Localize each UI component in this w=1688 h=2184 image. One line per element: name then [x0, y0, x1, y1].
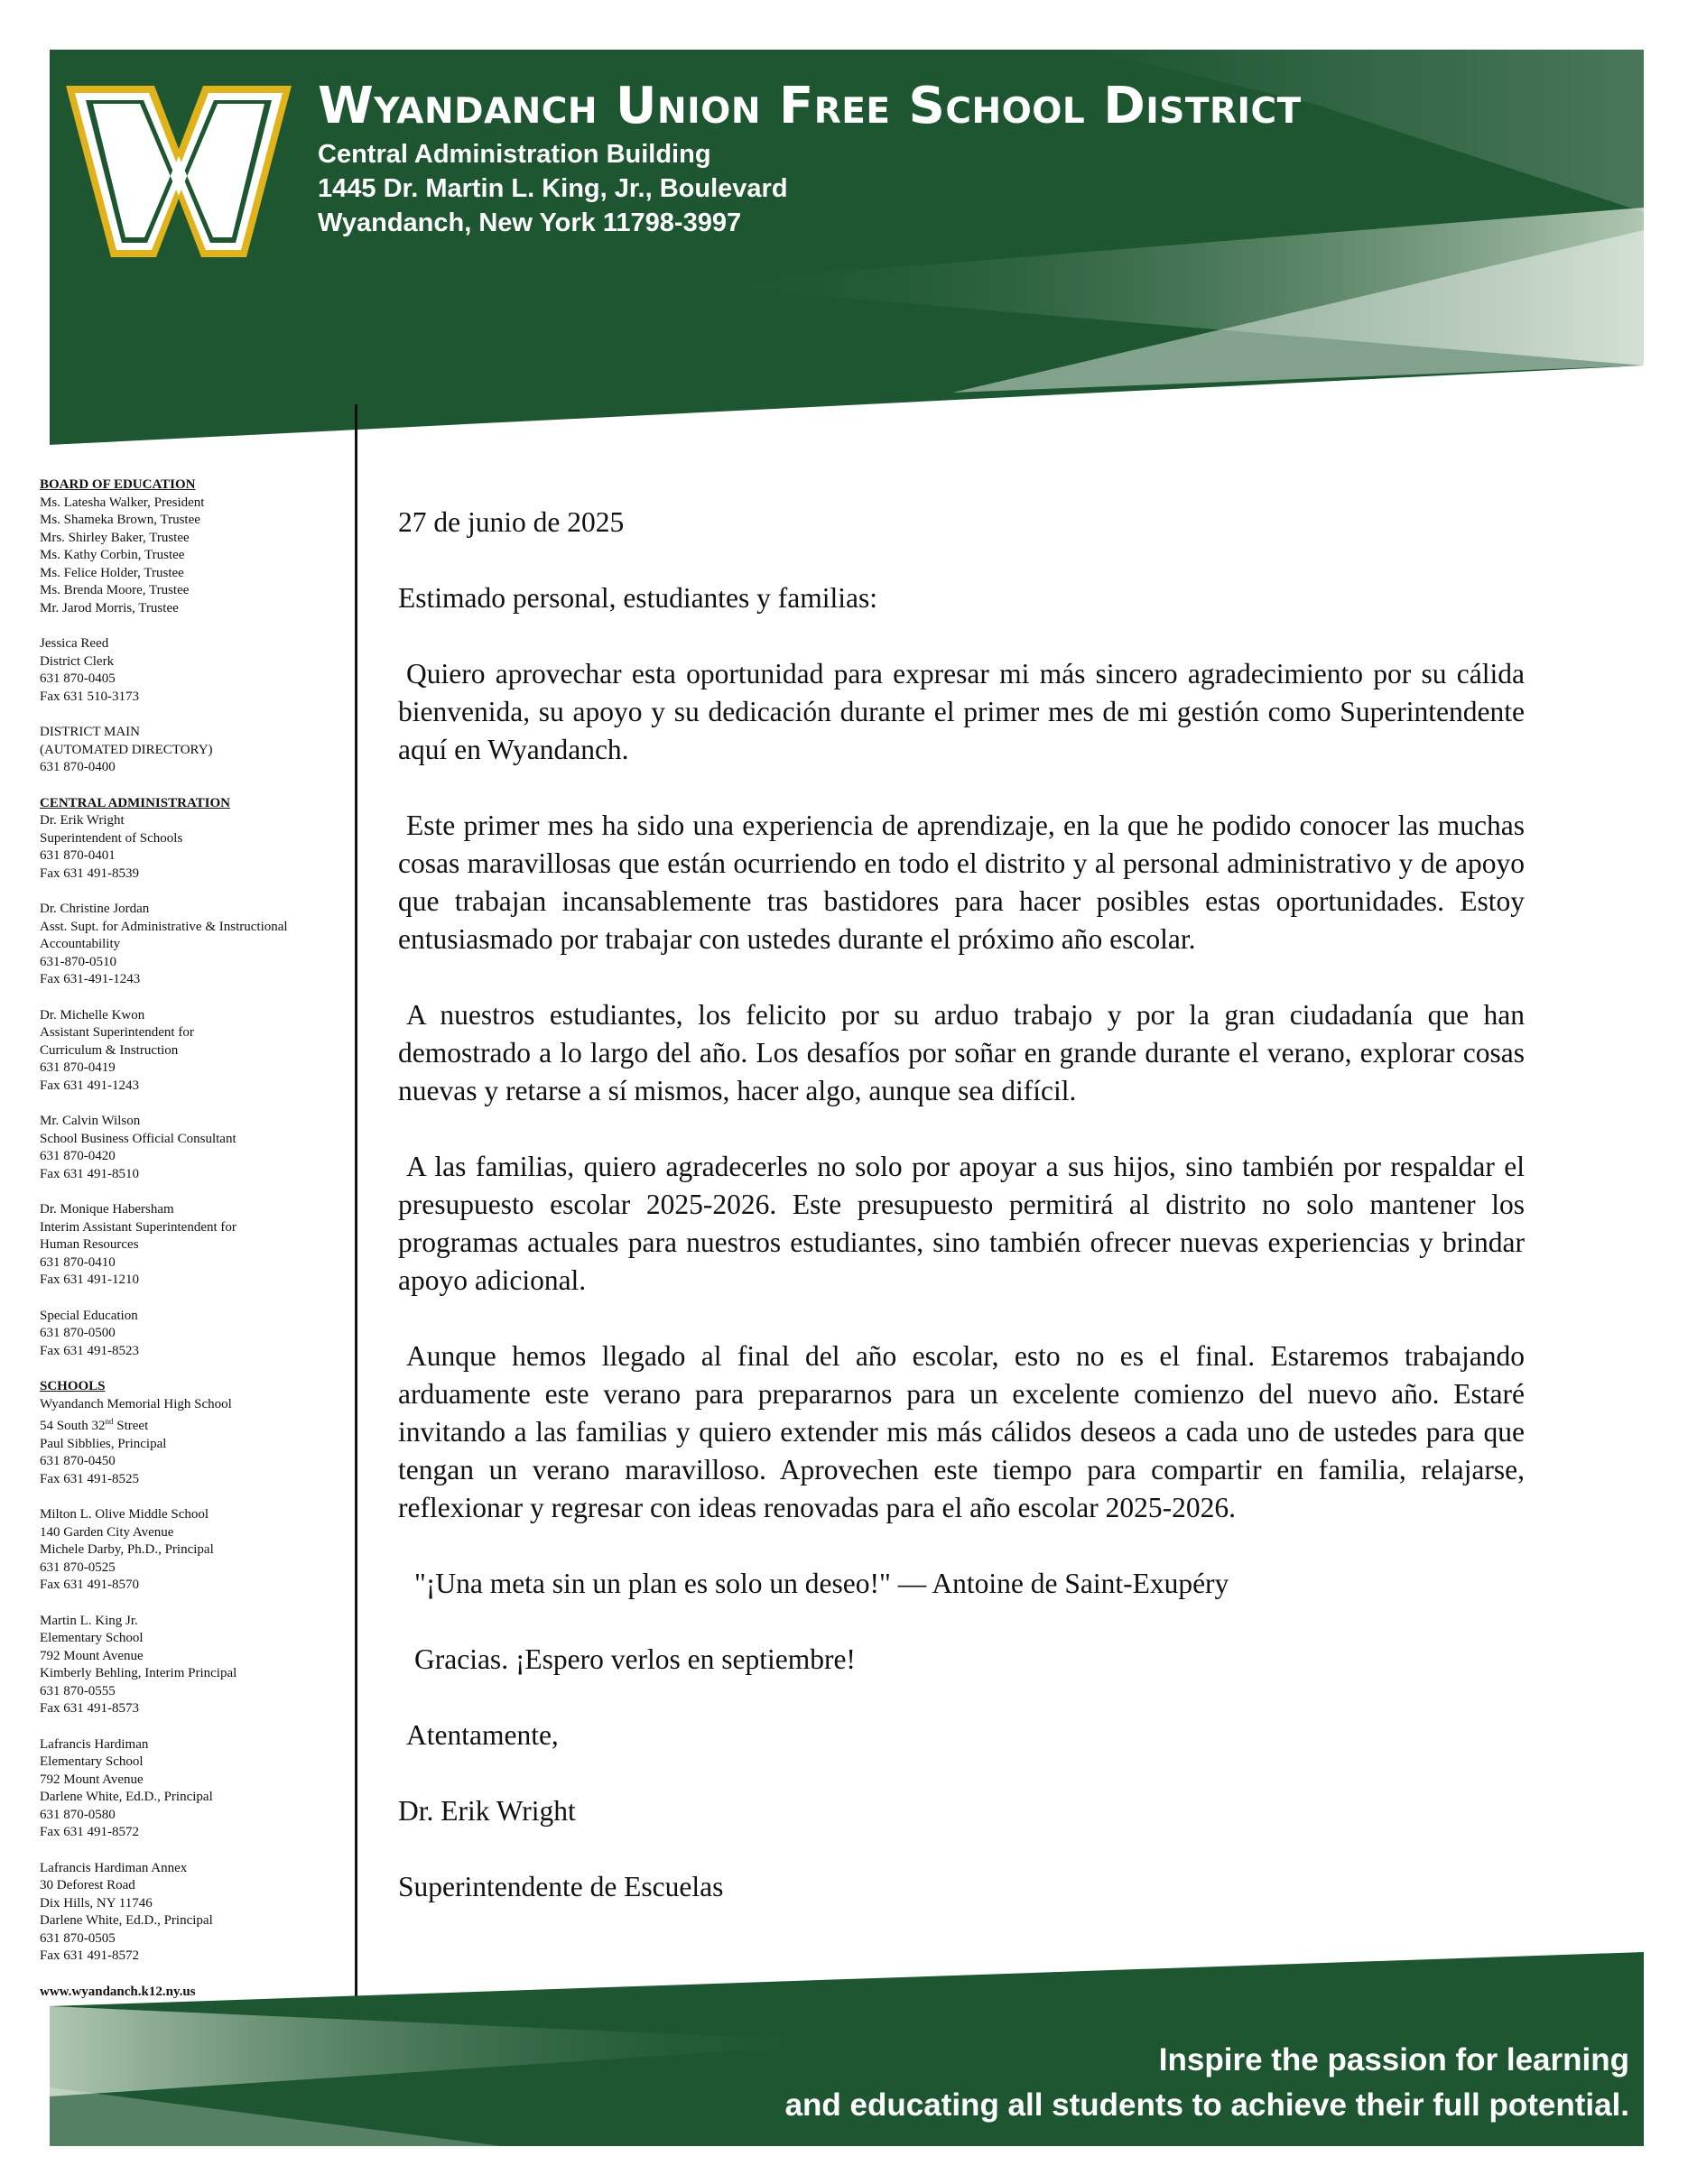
contact-line: Special Education — [40, 1308, 138, 1323]
clerk-line: 631 870-0405 — [40, 671, 116, 686]
contact-line: Fax 631 491-8539 — [40, 865, 139, 881]
school-line: 631 870-0580 — [40, 1807, 116, 1822]
contact-line: 631-870-0510 — [40, 954, 116, 969]
body-paragraph: A nuestros estudiantes, los felicito por su arduo trabajo y por la gran ciudadanía que han demostrado a lo largo del año. Los desafíos por soñar en grande durante el verano, explorar cosas nuevas y retarse a sí mismos, hacer algo, aunque sea difícil. — [398, 999, 1525, 1106]
school-line: 631 870-0555 — [40, 1683, 116, 1698]
school-line: Fax 631 491-8525 — [40, 1471, 139, 1486]
signer-name: Dr. Erik Wright — [398, 1795, 576, 1827]
school-list — [40, 1506, 338, 1966]
school-line: Darlene White, Ed.D., Principal — [40, 1913, 213, 1928]
tagline-line-2: and educating all students to achieve their full potential. — [784, 2087, 1629, 2123]
board-member: Ms. Latesha Walker, President — [40, 495, 205, 510]
admin-contact — [40, 812, 338, 883]
contact-line: Mr. Calvin Wilson — [40, 1114, 141, 1128]
school-line: Kimberly Behling, Interim Principal — [40, 1666, 237, 1680]
school-line: Fax 631 491-8570 — [40, 1578, 139, 1592]
school-line: Milton L. Olive Middle School — [40, 1507, 209, 1522]
vertical-divider — [355, 404, 357, 2027]
tagline-line-1: Inspire the passion for learning — [1158, 2042, 1629, 2078]
signer-title: Superintendente de Escuelas — [398, 1871, 724, 1902]
school-line: Michele Darby, Ph.D., Principal — [40, 1542, 214, 1557]
clerk-line: District Clerk — [40, 653, 115, 669]
closing: Atentamente, — [406, 1719, 559, 1751]
school-entry — [40, 1613, 338, 1718]
school-line: 631 870-0505 — [40, 1930, 116, 1946]
street-suffix: Street — [113, 1419, 149, 1433]
schools — [40, 1378, 338, 1966]
contact-line: 631 870-0401 — [40, 848, 116, 863]
admin-contact — [40, 901, 338, 989]
contact-line: Accountability — [40, 937, 121, 951]
school-line: Lafrancis Hardiman — [40, 1736, 149, 1752]
contact-line: Assistant Superintendent for — [40, 1025, 194, 1040]
body-paragraph: Quiero aprovechar esta oportunidad para expresar mi más sincero agradecimiento por su cálida bienvenida, su apoyo y su dedicación durante el primer mes de mi gestión como Superintendente aquí en Wyandanch. — [398, 658, 1525, 765]
main-line: DISTRICT MAIN — [40, 725, 140, 739]
board-member: Ms. Brenda Moore, Trustee — [40, 583, 190, 597]
quote: "¡Una meta sin un plan es solo un deseo!" — Antoine de Saint-Exupéry — [414, 1568, 1229, 1599]
contact-line: Asst. Supt. for Administrative & Instructional — [40, 919, 288, 934]
main-line: (AUTOMATED DIRECTORY) — [40, 742, 213, 757]
body-paragraph: Aunque hemos llegado al final del año escolar, esto no es el final. Estaremos trabajando arduamente este verano para prepararnos para un excelente comienzo del nuevo año. Estaré invitando a las familias y quiero extender mis más cálidos deseos a cada uno de ustedes para que tengan un verano maravilloso. Aprovechen este tiempo para compartir en familia, relajarse, reflexionar y regresar con ideas renovadas para el año escolar 2025-2026. — [398, 1340, 1525, 1523]
main-line: 631 870-0400 — [40, 760, 116, 774]
board-member: Ms. Felice Holder, Trustee — [40, 565, 184, 580]
clerk-line: Fax 631 510-3173 — [40, 689, 139, 704]
contact-line: Dr. Monique Habersham — [40, 1202, 174, 1217]
contact-line: 631 870-0419 — [40, 1060, 116, 1075]
board-member: Ms. Kathy Corbin, Trustee — [40, 548, 185, 562]
body-paragraph: Este primer mes ha sido una experiencia de aprendizaje, en la que he podido conocer las muchas cosas maravillosas que están ocurriendo en todo el distrito y al personal administrativo y de apoyo que trabajan incansablemente tras bastidores para hacer posibles estas oportunidades. Estoy entusiasmado por trabajar con ustedes durante el próximo año escolar. — [398, 810, 1525, 955]
contact-line: 631 870-0420 — [40, 1149, 116, 1163]
central-contacts — [40, 812, 338, 1360]
contact-line: Fax 631 491-8523 — [40, 1343, 139, 1358]
address-line-3: Wyandanch, New York 11798-3997 — [318, 208, 742, 237]
board-heading: BOARD OF EDUCATION — [40, 477, 196, 492]
street-number: 54 South 32 — [40, 1419, 106, 1433]
contact-line: 631 870-0500 — [40, 1326, 116, 1340]
school-line: Dix Hills, NY 11746 — [40, 1895, 153, 1911]
district-main — [40, 724, 338, 777]
footer-banner — [50, 1952, 1644, 2146]
clerk-line: Jessica Reed — [40, 636, 109, 651]
school-line: 792 Mount Avenue — [40, 1648, 144, 1663]
contact-sidebar — [40, 477, 338, 2001]
address-line-2: 1445 Dr. Martin L. King, Jr., Boulevard — [318, 174, 788, 203]
board-member: Mrs. Shirley Baker, Trustee — [40, 530, 190, 545]
school-line: 30 Deforest Road — [40, 1878, 135, 1892]
letter-date: 27 de junio de 2025 — [398, 506, 625, 538]
contact-line: Fax 631 491-1210 — [40, 1272, 139, 1287]
admin-contact — [40, 1113, 338, 1183]
street-ordinal: nd — [105, 1417, 114, 1426]
salutation: Estimado personal, estudiantes y familias: — [398, 582, 878, 614]
contact-line: School Business Official Consultant — [40, 1131, 237, 1146]
board-member: Mr. Jarod Morris, Trustee — [40, 600, 179, 615]
school-name: Wyandanch Memorial High School — [40, 1396, 232, 1411]
contact-line: Fax 631 491-1243 — [40, 1078, 139, 1093]
school-line: 792 Mount Avenue — [40, 1772, 144, 1787]
central-administration — [40, 795, 338, 1361]
school-line: 140 Garden City Avenue — [40, 1524, 174, 1540]
district-clerk — [40, 635, 338, 706]
letterhead-banner — [50, 50, 1644, 445]
school-entry — [40, 1506, 338, 1595]
school-line: Fax 631 491-8572 — [40, 1825, 139, 1839]
contact-line: Fax 631 491-8510 — [40, 1166, 139, 1181]
school-line: Fax 631 491-8572 — [40, 1948, 139, 1963]
school-line: 631 870-0525 — [40, 1559, 116, 1575]
schools-heading: SCHOOLS — [40, 1379, 106, 1393]
contact-line: Dr. Christine Jordan — [40, 902, 150, 916]
contact-line: Human Resources — [40, 1237, 139, 1252]
letter-body — [398, 504, 1525, 1906]
school-line: Elementary School — [40, 1754, 144, 1769]
district-name: Wyandanch Union Free School District — [318, 77, 1302, 135]
school-line: Lafrancis Hardiman Annex — [40, 1860, 188, 1875]
admin-contact — [40, 1007, 338, 1096]
school-street — [40, 1413, 338, 1436]
contact-line: Interim Assistant Superintendent for — [40, 1219, 237, 1235]
board-member: Ms. Shameka Brown, Trustee — [40, 513, 200, 527]
school-line: Darlene White, Ed.D., Principal — [40, 1790, 213, 1804]
school-line: Elementary School — [40, 1631, 144, 1645]
thanks-line: Gracias. ¡Espero verlos en septiembre! — [414, 1643, 856, 1675]
school-entry — [40, 1860, 338, 1966]
school-line: Paul Sibblies, Principal — [40, 1436, 167, 1451]
school-line: Fax 631 491-8573 — [40, 1701, 139, 1716]
contact-line: Dr. Erik Wright — [40, 813, 125, 828]
contact-line: Superintendent of Schools — [40, 830, 183, 846]
district-website[interactable]: www.wyandanch.k12.ny.us — [40, 1984, 196, 1999]
contact-line: Dr. Michelle Kwon — [40, 1007, 145, 1023]
body-paragraph: A las familias, quiero agradecerles no solo por apoyar a sus hijos, sino también por respaldar el presupuesto escolar 2025-2026. Este presupuesto permitirá al distrito no solo mantener los programas actuales para nuestros estudiantes, sino también ofrecer nuevas experiencias y brindar apoyo adicional. — [398, 1151, 1525, 1296]
contact-line: 631 870-0410 — [40, 1254, 116, 1270]
central-heading: CENTRAL ADMINISTRATION — [40, 795, 231, 810]
school-entry — [40, 1396, 338, 1489]
district-logo — [66, 86, 292, 257]
school-line: Martin L. King Jr. — [40, 1613, 138, 1628]
address-line-1: Central Administration Building — [318, 140, 711, 169]
admin-contact — [40, 1201, 338, 1290]
board-of-education — [40, 477, 338, 617]
admin-contact — [40, 1308, 338, 1361]
school-entry — [40, 1736, 338, 1842]
school-line: 631 870-0450 — [40, 1454, 116, 1468]
contact-line: Curriculum & Instruction — [40, 1042, 179, 1058]
contact-line: Fax 631-491-1243 — [40, 972, 141, 986]
